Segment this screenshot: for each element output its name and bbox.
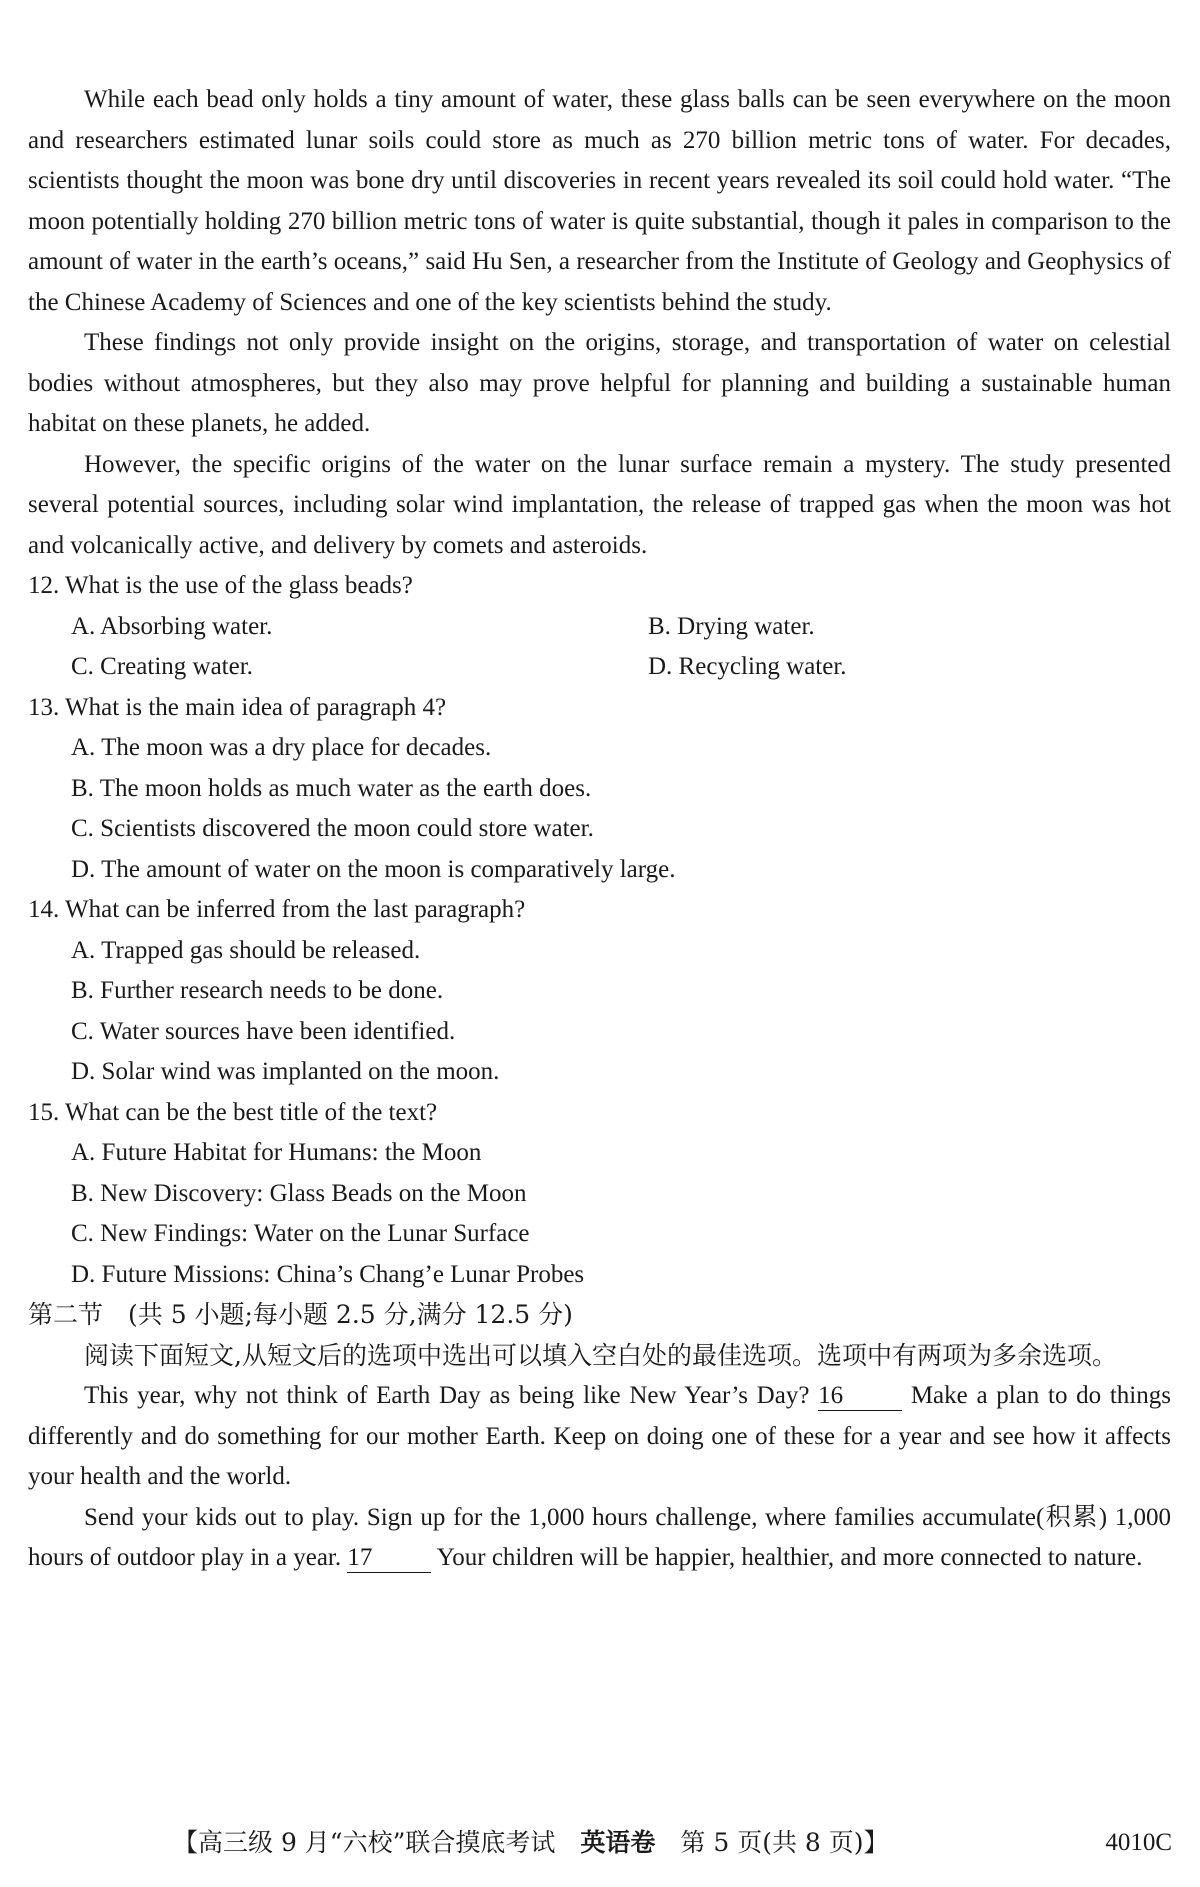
passage-paragraph-1: While each bead only holds a tiny amount of water, these glass balls can be seen everywhere on the moon and researchers estimated lunar soils could store as much as 270 billion metric tons of water. For decades, scientists thought the moon was bone dry until discoveries in recent years revealed its soil could hold water. “The moon potentially holding 270 billion metric tons of water is quite substantial, though it pales in comparison to the amount of water in the earth’s oceans,” said Hu Sen, a researcher from the Institute of Geology and Geophysics of the Chinese Academy of Sciences and one of the key scientists behind the study. [28,86,1171,316]
option-row [28,647,1171,688]
option-b: B. Drying water. [648,612,815,640]
option-a: A. The moon was a dry place for decades. [71,734,492,761]
option-d: D. Solar wind was implanted on the moon. [71,1058,500,1085]
cloze-paragraph-2 [28,1498,1171,1579]
option-d: D. The amount of water on the moon is comparatively large. [71,855,676,883]
option-b: B. New Discovery: Glass Beads on the Moon [71,1179,527,1207]
passage-paragraph-2: These findings not only provide insight on the origins, storage, and transportation of water on celestial bodies without atmospheres, but they also may prove helpful for planning and building a sustainable human habitat on these planets, he added. [28,329,1171,437]
cloze-text: Your children will be happier, healthier, and more connected to nature. [431,1544,1143,1571]
footer-subject: 英语卷 [580,1828,656,1857]
cloze-text: This year, why not think of Earth Day as being like New Year’s Day? [84,1382,819,1409]
option-d: D. Recycling water. [648,653,847,680]
question-stem: 14. What can be inferred from the last paragraph? [28,896,526,923]
option-c: C. Water sources have been identified. [71,1017,456,1045]
footer-exam-name: 【高三级 9 月“六校”联合摸底考试 [173,1828,581,1857]
option-c: C. Scientists discovered the moon could store water. [71,815,594,842]
footer-page-number: 第 5 页(共 8 页)】 [655,1828,889,1857]
question-14 [28,890,1171,1093]
option-a: A. Trapped gas should be released. [71,936,421,964]
exam-page [28,80,1171,1579]
option-b: B. The moon holds as much water as the earth does. [71,774,592,802]
footer-label [173,1826,889,1860]
footer-code: 4010C [1105,1829,1172,1856]
section-instruction: 阅读下面短文,从短文后的选项中选出可以填入空白处的最佳选项。选项中有两项为多余选项。 [84,1340,1117,1370]
option-c: C. New Findings: Water on the Lunar Surface [71,1220,530,1247]
question-stem: 13. What is the main idea of paragraph 4? [28,693,447,721]
question-stem: 15. What can be the best title of the text? [28,1098,438,1126]
option-c: C. Creating water. [71,653,253,680]
blank-17[interactable]: 17 [347,1544,431,1573]
option-row [28,607,1171,648]
option-b: B. Further research needs to be done. [71,977,444,1004]
question-13 [28,688,1171,891]
question-12 [28,566,1171,688]
cloze-paragraph-1 [28,1376,1171,1498]
cloze-text: Make a plan to do things differently and do something for our mother Earth. Keep on doing one of these for a year and see how it affects your health and the world. [28,1382,1171,1490]
option-a: A. Future Habitat for Humans: the Moon [71,1139,482,1166]
option-a: A. Absorbing water. [71,612,273,640]
question-stem: 12. What is the use of the glass beads? [28,572,413,599]
cloze-text: Send your kids out to play. Sign up for the 1,000 hours challenge, where families accumulate(积累) 1,000 hours of outdoor play in a year. [28,1503,1171,1571]
option-d: D. Future Missions: China’s Chang’e Lunar Probes [71,1260,585,1288]
passage-paragraph-3: However, the specific origins of the water on the lunar surface remain a mystery. The study presented several potential sources, including solar wind implantation, the release of trapped gas when the moon was hot and volcanically active, and delivery by comets and asteroids. [28,450,1171,559]
question-15 [28,1093,1171,1296]
blank-16[interactable]: 16 [818,1382,902,1411]
section-heading: 第二节 (共 5 小题;每小题 2.5 分,满分 12.5 分) [28,1300,573,1329]
